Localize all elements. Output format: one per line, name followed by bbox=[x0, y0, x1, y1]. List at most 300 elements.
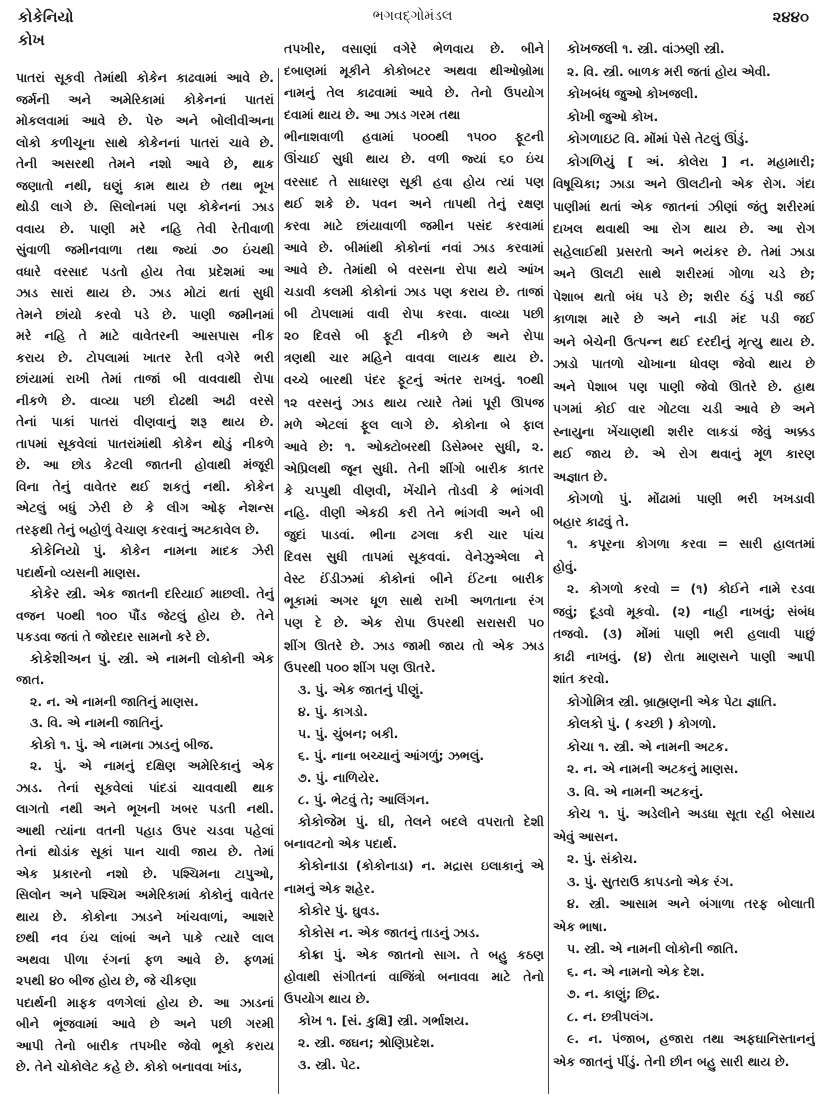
headword: કોચ bbox=[567, 806, 591, 822]
text-line bbox=[553, 398, 815, 421]
text-line bbox=[284, 546, 544, 568]
definition-text: છાંયામાં રાખી તેમાં તાજાં બી વાવવાથી રોપા bbox=[16, 371, 274, 386]
text-line bbox=[553, 263, 815, 286]
text-line bbox=[284, 966, 544, 988]
headword: કોગળિયું bbox=[567, 153, 615, 170]
entry-line bbox=[16, 583, 274, 605]
definition-text: તપખીર, વસાણાં વગેરે ભેળવાય છે. બીને bbox=[284, 41, 544, 56]
guide-word-last: કોખ bbox=[18, 31, 45, 49]
headword: કોકેર bbox=[30, 586, 60, 602]
text-line bbox=[16, 153, 274, 175]
text-line bbox=[16, 949, 274, 971]
definition-text: થાય છે. કોકોના ઝાડને ખાંચવાળાં, આશરે bbox=[16, 908, 274, 924]
definition-text: ભૂકામાં અગર ધૂળ સાથે રાખી અળતાના રંગ bbox=[284, 593, 544, 609]
text-line bbox=[16, 110, 274, 132]
definition-text: નીકળે છે. વાવ્યા પછી દોઢથી અઢી વરસે bbox=[16, 392, 274, 408]
headword: કોગોમિત્ર bbox=[567, 693, 615, 710]
text-line bbox=[284, 701, 544, 723]
text-line bbox=[16, 519, 274, 541]
definition-text: અથવા પીળા રંગનાં ફળ આવે છે. ફળમાં bbox=[16, 951, 274, 967]
text-line bbox=[284, 635, 544, 657]
definition-text: વરસાદ તે સાધારણ સૂકી હવા હોય ત્યાં પણ bbox=[284, 173, 544, 189]
text-line bbox=[284, 1054, 544, 1076]
definition-text: સુંવાળી જમીનવાળા તથા જ્યાં ૭૦ ઇંચથી bbox=[16, 242, 274, 257]
definition-text: આવે છે: ૧. ઓક્ટોબરથી ડિસેમ્બર સુધી, ૨. bbox=[284, 438, 544, 454]
definition-text: છે. તેને ચોકોલેટ કહે છે. કોકો બનાવવા ખાંડ, bbox=[16, 1059, 243, 1074]
definition-text: જુઓ કોખજલી. bbox=[609, 86, 699, 101]
definition-text: ૪. પું. કાગડો. bbox=[298, 703, 368, 719]
text-line bbox=[16, 1056, 274, 1078]
text-line bbox=[16, 691, 274, 713]
text-line bbox=[284, 325, 544, 347]
text-line bbox=[553, 1051, 815, 1074]
text-line bbox=[284, 193, 544, 215]
text-line bbox=[553, 668, 815, 691]
text-line bbox=[284, 502, 544, 524]
text-line bbox=[16, 992, 274, 1014]
text-line bbox=[16, 562, 274, 584]
entry-line bbox=[16, 648, 274, 670]
definition-text: પું. મોંઢામાં પાણી ભરી ખખડાવી bbox=[603, 491, 815, 506]
column-divider bbox=[548, 40, 549, 1094]
text-line bbox=[16, 927, 274, 949]
text-line bbox=[16, 798, 274, 820]
definition-text: ૮. ન. છત્રીપલંગ. bbox=[567, 1008, 654, 1024]
text-line bbox=[16, 669, 274, 691]
text-line bbox=[284, 259, 544, 281]
definition-text: જુદાં પાડવાં. ભીના ઢગલા કરી ચાર પાંચ bbox=[284, 527, 544, 543]
text-line bbox=[553, 938, 815, 961]
text-line bbox=[284, 303, 544, 325]
text-line bbox=[16, 175, 274, 197]
definition-text: નામનું એક શહેર. bbox=[284, 880, 375, 896]
definition-text: ૨. પું. એ નામનું દક્ષિણ અમેરિકાનું એક bbox=[30, 758, 274, 773]
definition-text: ૧. સ્ત્રી. એ નામની અટક. bbox=[594, 738, 729, 754]
text-line bbox=[553, 533, 815, 556]
text-line bbox=[16, 132, 274, 154]
text-line bbox=[284, 38, 544, 60]
text-line bbox=[16, 261, 274, 283]
headword: કોકોનાડા bbox=[298, 858, 348, 875]
definition-text: સહેલાઈથી પ્રસરતો અને ભયંકર છે. તેમાં ઝાડા bbox=[553, 243, 815, 259]
text-line bbox=[16, 1013, 274, 1035]
text-line bbox=[553, 1028, 815, 1051]
definition-text: અજ્ઞાત છે. bbox=[553, 468, 608, 484]
text-line bbox=[553, 983, 815, 1006]
text-line bbox=[284, 369, 544, 391]
text-line bbox=[284, 436, 544, 458]
text-line bbox=[553, 623, 815, 646]
text-line bbox=[553, 466, 815, 489]
definition-text: દવામાં થાય છે. આ ઝાડ ગરમ તથા bbox=[284, 107, 461, 123]
headword: કોક્રા bbox=[298, 946, 324, 963]
definition-text: વેસ્ટ ઈંડીઝમાં કોકોનાં બીને ઈંટના બારીક bbox=[284, 571, 544, 587]
text-line bbox=[553, 848, 815, 871]
text-line bbox=[553, 353, 815, 376]
definition-text: નહિ. વીણી એકઠી કરી તેને ભાંગવી અને બી bbox=[284, 504, 544, 520]
definition-text: ૧. પું. અડેલીને અડધા સૂતા રહી બેસાય bbox=[590, 806, 815, 821]
text-line bbox=[553, 871, 815, 894]
text-line bbox=[16, 347, 274, 369]
definition-text: જુઓ કોખ. bbox=[594, 108, 659, 124]
text-line bbox=[16, 497, 274, 519]
text-line bbox=[284, 458, 544, 480]
definition-text: બીને ભૂંજવામાં આવે છે અને પછી ગરમી bbox=[16, 1016, 274, 1031]
definition-text: જવું; દૂડવો મૂકવો. (૨) નાહી નાખવું; સંબંધ bbox=[553, 603, 815, 619]
text-line bbox=[16, 304, 274, 326]
headword: કોગળાઇટ bbox=[567, 131, 621, 147]
definition-text: કાળાશ મારે છે અને નાડી મંદ પડી જઈ bbox=[553, 311, 815, 326]
text-line bbox=[553, 781, 815, 804]
definition-text: ઝાડો પાતળો ચોખાના ધોવણ જેવો થાય છે bbox=[553, 356, 815, 371]
definition-text: વચ્ચે બારથી પંદર ફૂટનું અંતર રાખવું. ૧૦થી bbox=[284, 372, 544, 388]
definition-text: બી ટોપલામાં વાવી રોપા કરવા. વાવ્યા પછી bbox=[284, 306, 544, 322]
headword: કોખી bbox=[567, 108, 595, 125]
entry-line bbox=[553, 691, 815, 714]
entry-line bbox=[553, 736, 815, 759]
definition-text: મોકલવામાં આવે છે. પેરુ અને બોલીવીઅના bbox=[16, 113, 274, 128]
definition-text: એક જાતનું પીંડું. તેની છીન બહુ સારી થાય છે. bbox=[553, 1053, 790, 1069]
text-line bbox=[16, 454, 274, 476]
text-line bbox=[284, 988, 544, 1010]
definition-text: વિના તેનું વાવેતર થઈ શકતું નથી. કોકેન bbox=[16, 478, 274, 494]
text-line bbox=[553, 893, 815, 916]
guide-word-first: કોકેનિયો bbox=[18, 8, 74, 26]
definition-text: પેશાબ થતો બંધ પડે છે; શરીર ઠંડું પડી જઈ bbox=[553, 288, 815, 304]
definition-text: એટલું બધું ઝેરી છે કે લીગ ઓફ નેશન્સ bbox=[16, 500, 274, 515]
definition-text: ૭. પું. નાળિયેર. bbox=[298, 770, 380, 786]
definition-text: ૭. ન. કાણું; છિદ્ર. bbox=[567, 986, 660, 1001]
text-line bbox=[16, 841, 274, 863]
definition-text: અને બેચેની ઉત્પન્ન થઈ દરદીનું મૃત્યુ થાય છે. bbox=[553, 333, 815, 349]
headword: કોખજલી bbox=[567, 41, 618, 57]
text-line bbox=[553, 1006, 815, 1029]
text-line bbox=[284, 833, 544, 855]
definition-text: પગમાં કોઈ વાર ગોટલા ચડી આવે છે અને bbox=[553, 401, 815, 416]
entry-line bbox=[284, 900, 544, 922]
definition-text: કરવા માટે છાંયાવાળી જમીન પસંદ કરવામાં bbox=[284, 217, 544, 233]
column-1 bbox=[16, 67, 274, 1078]
text-line bbox=[16, 218, 274, 240]
definition-text: ૪. સ્ત્રી. આસામ અને બંગાળા તરફ બોલાતી bbox=[567, 896, 815, 911]
text-line bbox=[553, 758, 815, 781]
text-line bbox=[16, 282, 274, 304]
definition-text: વિ. મોંમાં પેસે તેટલું ઊંડું. bbox=[620, 131, 749, 146]
definition-text: થઈ શકે છે. પવન અને તાપથી તેનું રક્ષણ bbox=[284, 195, 544, 211]
definition-text: તેમને છાંયો કરવો પડે છે. પાણી જમીનમાં bbox=[16, 306, 274, 322]
text-line bbox=[553, 916, 815, 939]
text-line bbox=[284, 347, 544, 369]
text-line bbox=[16, 906, 274, 928]
definition-text: [ અં. કોલેરા ] ન. મહામારી; bbox=[614, 153, 815, 169]
text-line bbox=[16, 89, 274, 111]
definition-text: પકડવા જતાં તે જોરદાર સામનો કરે છે. bbox=[16, 629, 211, 644]
text-line bbox=[16, 390, 274, 412]
entry-line bbox=[284, 855, 544, 877]
text-line bbox=[284, 126, 544, 148]
definition-text: ૧. પું. એ નામના ઝાડનું બીજ. bbox=[55, 736, 214, 752]
definition-text: પદાર્થની માફક વળગેલાં હોય છે. આ ઝાડનાં bbox=[16, 994, 274, 1010]
text-line bbox=[553, 578, 815, 601]
definition-text: ૨૦ દિવસે બી ફૂટી નીકળે છે અને રોપા bbox=[284, 328, 544, 344]
definition-text: ૩. પું. સુતરાઉ કાપડનો એક રંગ. bbox=[567, 873, 734, 889]
text-line bbox=[284, 723, 544, 745]
definition-text: ૨. સ્ત્રી. જઘન; શ્રોણિપ્રદેશ. bbox=[298, 1035, 435, 1051]
definition-text: ૨. ન. એ નામની જાતિનું માણસ. bbox=[30, 693, 199, 709]
definition-text: આપી તેનો બારીક તપખીર જેવો ભૂકો કરાય bbox=[16, 1037, 274, 1053]
definition-text: જણાતો નથી, ઘણું કામ થાય છે તથા ભૂખ bbox=[16, 177, 274, 193]
text-line bbox=[284, 171, 544, 193]
text-line bbox=[16, 67, 274, 89]
definition-text: એક પ્રકારનો નશો છે. પશ્ચિમના ટાપુઓ, bbox=[16, 865, 274, 881]
definition-text: તાપમાં સૂકવેલાં પાતરાંમાંથી કોકેન થોડું નીકળે bbox=[16, 435, 274, 451]
definition-text: મરે નહિ તે માટે વાવેતરની આસપાસ નીક bbox=[16, 328, 274, 343]
text-line bbox=[284, 480, 544, 502]
text-line bbox=[16, 325, 274, 347]
definition-text: ઝાડ. તેનાં સૂકવેલાં પાંદડાં ચાવવાથી થાક bbox=[16, 779, 274, 795]
definition-text: આવે છે. તેમાંથી બે વરસના રોપા થયે આંખ bbox=[284, 261, 544, 277]
definition-text: જાત. bbox=[16, 672, 45, 687]
text-line bbox=[16, 433, 274, 455]
definition-text: એક ભાષા. bbox=[553, 918, 608, 934]
definition-text: ૧૨ વરસનું ઝાડ થાય ત્યારે તેમાં પૂરી ઊપજ bbox=[284, 394, 544, 410]
column-3 bbox=[553, 38, 815, 1073]
text-line bbox=[284, 657, 544, 679]
definition-text: ૨. વિ. સ્ત્રી. બાળક મરી જતાં હોય એવી. bbox=[567, 63, 771, 79]
column-2 bbox=[284, 38, 544, 1076]
definition-text: ૮. પું. ભેટવું તે; આલિંગન. bbox=[298, 792, 430, 808]
definition-text: તજવો. (૩) મોંમાં પાણી ભરી હલાવી પાછું bbox=[553, 626, 815, 641]
text-line bbox=[553, 376, 815, 399]
text-line bbox=[284, 148, 544, 170]
text-line bbox=[16, 777, 274, 799]
text-line bbox=[553, 961, 815, 984]
definition-text: ૩. વિ. એ નામની જાતિનું. bbox=[30, 715, 164, 730]
text-line bbox=[16, 411, 274, 433]
definition-text: ૩. પું. એક જાતનું પીણું. bbox=[298, 681, 424, 697]
entry-line bbox=[553, 151, 815, 174]
text-line bbox=[16, 820, 274, 842]
text-line bbox=[16, 476, 274, 498]
headword: કોકેશીઅન bbox=[30, 650, 92, 667]
page-number: ૨૪૪૦ bbox=[772, 8, 809, 26]
entry-line bbox=[553, 83, 815, 106]
text-line bbox=[553, 173, 815, 196]
text-line bbox=[284, 789, 544, 811]
definition-text: ૩. વિ. એ નામની અટકનું. bbox=[567, 783, 704, 799]
definition-text: ઉપયોગ થાય છે. bbox=[284, 991, 371, 1007]
headword: કોચા bbox=[567, 738, 595, 755]
definition-text: તેનાં થોડાંક સૂકાં પાન ચાવી જાય છે. તેમાં bbox=[16, 844, 274, 859]
definition-text: ૬. પું. નાના બચ્ચાનું આંગળું; ઝભલું. bbox=[298, 748, 485, 763]
headword: કોકોજેમ bbox=[298, 814, 347, 831]
definition-text: ન. એક જાતનું તાડનું ઝાડ. bbox=[334, 924, 480, 940]
text-line bbox=[284, 679, 544, 701]
definition-text: શીંગ ઊતરે છે. ઝાડ જામી જાય તો એક ઝાડ bbox=[284, 637, 544, 653]
headword: કોખબંધ bbox=[567, 86, 610, 102]
text-line bbox=[553, 196, 815, 219]
definition-text: સ્ત્રી. એક જાતની દરિયાઈ માછલી. તેનું bbox=[59, 586, 274, 601]
definition-text: ૨. પું. સંકોચ. bbox=[567, 851, 638, 866]
definition-text: સ્નાયુના ખેંચાણથી શરીર લાકડાં જેવું અક્કડ bbox=[553, 423, 815, 439]
text-line bbox=[16, 605, 274, 627]
definition-text: ૫. સ્ત્રી. એ નામની લોકોની જાતિ. bbox=[567, 941, 739, 956]
headword: કોગળો bbox=[567, 491, 604, 507]
definition-text: બનાવટનો એક પદાર્થ. bbox=[284, 836, 398, 852]
definition-text: એપ્રિલથી જૂન સુધી. તેની શીંગો બારીક કાતર bbox=[284, 460, 544, 476]
text-line bbox=[553, 331, 815, 354]
definition-text: પું. એક જાતનો સાગ. તે બહુ કઠણ bbox=[323, 946, 544, 962]
definition-text: ઊંચાઈ સુધી થાય છે. વળી જ્યાં ૬૦ ઇંચ bbox=[284, 151, 544, 167]
definition-text: ૨. ન. એ નામની અટકનું માણસ. bbox=[567, 761, 739, 776]
text-line bbox=[284, 281, 544, 303]
definition-text: પાણીમાં થતાં એક જાતનાં ઝીણાં જંતુ શરીરમાં bbox=[553, 198, 815, 214]
entry-line bbox=[553, 38, 815, 61]
definition-text: પદાર્થનો વ્યસની માણસ. bbox=[16, 564, 141, 580]
text-line bbox=[553, 308, 815, 331]
text-line bbox=[16, 196, 274, 218]
text-line bbox=[553, 61, 815, 84]
definition-text: વધારે વરસાદ પડતો હોય તેવા પ્રદેશમાં આ bbox=[16, 263, 274, 279]
headword: કોખ bbox=[298, 1013, 323, 1030]
definition-text: દિવસ સુધી તાપમાં સૂકવવાં. વેનેઝુએલા ને bbox=[284, 549, 544, 565]
text-line bbox=[284, 767, 544, 789]
text-line bbox=[553, 218, 815, 241]
text-line bbox=[16, 239, 274, 261]
entry-line bbox=[284, 944, 544, 966]
text-line bbox=[553, 556, 815, 579]
text-line bbox=[553, 826, 815, 849]
entry-line bbox=[16, 734, 274, 756]
text-line bbox=[553, 421, 815, 444]
definition-text: કાઢી નાખવું. (૪) રોતા માણસને પાણી આપી bbox=[553, 648, 815, 664]
text-line bbox=[284, 1032, 544, 1054]
text-line bbox=[284, 568, 544, 590]
definition-text: પાતરાં સૂકવી તેમાંથી કોકેન કાઢવામાં આવે છે. bbox=[16, 70, 274, 85]
text-line bbox=[284, 590, 544, 612]
text-line bbox=[16, 1035, 274, 1057]
definition-text: છથી નવ ઇંચ લાંબાં અને પાકે ત્યારે લાલ bbox=[16, 930, 274, 945]
text-line bbox=[553, 241, 815, 264]
entry-line bbox=[553, 713, 815, 736]
definition-text: પું. ( કચ્છી ) કોગળો. bbox=[603, 716, 717, 731]
definition-text: ૧. [સં. કુક્ષિ] સ્ત્રી. ગર્ભાશય. bbox=[322, 1013, 470, 1029]
definition-text: ૧. કપૂરના કોગળા કરવા = સારી હાલતમાં bbox=[567, 536, 815, 551]
definition-text: ઉપરથી ૫૦૦ શીંગ પણ ઊતરે. bbox=[284, 659, 436, 675]
text-line bbox=[284, 82, 544, 104]
definition-text: ઝાડ સારાં થાય છે. ઝાડ મોટાં થતાં સુધી bbox=[16, 285, 274, 300]
entry-line bbox=[16, 540, 274, 562]
definition-text: વજન ૫૦થી ૧૦૦ પૌંડ જેટલું હોય છે. તેને bbox=[16, 607, 274, 623]
text-line bbox=[16, 863, 274, 885]
text-line bbox=[553, 286, 815, 309]
definition-text: પણ દે છે. એક રોપા ઉપરથી સરાસરી ૫૦ bbox=[284, 615, 544, 631]
definition-text: વવાય છે. પાણી મરે નહિ તેવી રેતીવાળી bbox=[16, 220, 274, 236]
definition-text: નામનું તેલ કાઢવામાં આવે છે. તેનો ઉપયોગ bbox=[284, 85, 544, 101]
definition-text: થઈ જાય છે. એ રોગ થવાનું મૂળ કારણ bbox=[553, 446, 815, 461]
definition-text: તરફથી તેનું બહોળું વેચાણ કરવાનું અટકાવેલ છે. bbox=[16, 521, 260, 537]
definition-text: (કોકોનાડા) ન. મદ્રાસ ઇલાકાનું એ bbox=[347, 858, 544, 874]
definition-text: કે ચપ્પુથી વીણવી, ખેંચીને તોડવી કે ભાંગવી bbox=[284, 482, 544, 498]
definition-text: ૬. ન. એ નામનો એક દેશ. bbox=[567, 963, 705, 979]
definition-text: પું. ઘુવડ. bbox=[330, 902, 380, 918]
text-line bbox=[284, 237, 544, 259]
text-line bbox=[284, 524, 544, 546]
definition-text: લાગતો નથી અને ભૂખની ખબર પડતી નથી. bbox=[16, 801, 274, 816]
text-line bbox=[553, 601, 815, 624]
entry-line bbox=[284, 922, 544, 944]
definition-text: દાખલ થવાથી આ રોગ થાય છે. આ રોગ bbox=[553, 221, 815, 236]
definition-text: આવે છે. બીમાંથી કોકોનાં નવાં ઝાડ કરવામાં bbox=[284, 239, 544, 255]
definition-text: ૨. કોગળો કરવો = (૧) કોઈને નામે રડવા bbox=[567, 581, 815, 596]
headword: કોકેનિયો bbox=[30, 543, 80, 559]
text-line bbox=[16, 712, 274, 734]
text-line bbox=[284, 215, 544, 237]
text-line bbox=[284, 414, 544, 436]
definition-text: આથી ત્યાંના વતની પહાડ ઉપર ચડવા પહેલાં bbox=[16, 822, 274, 838]
definition-text: છે. આ છોડ કેટલી જાતની હોવાથી મંજૂરી bbox=[16, 457, 274, 472]
column-divider bbox=[278, 68, 279, 1094]
definition-text: સિલોન અને પશ્ચિમ અમેરિકામાં કોકોનું વાવેતર bbox=[16, 887, 274, 902]
definition-text: ૨૫થી ૪૦ બીજ હોય છે, જે ચીકણા bbox=[16, 973, 197, 988]
definition-text: દબાણમાં મૂકીને કોકોબટર અથવા થીઓબ્રોમા bbox=[284, 63, 544, 79]
definition-text: હોવાથી સંગીતનાં વાજિંત્રો બનાવવા માટે તેનો bbox=[284, 968, 544, 984]
definition-text: હોવું. bbox=[553, 558, 578, 574]
definition-text: કરાય છે. ટોપલામાં ખાતર રેતી વગેરે ભરી bbox=[16, 349, 274, 365]
headword: કોલકો bbox=[567, 716, 604, 732]
definition-text: પું. ઘી, તેલને બદલે વપરાતો દેશી bbox=[346, 814, 544, 830]
entry-line bbox=[553, 803, 815, 826]
headword: કોકો bbox=[30, 736, 56, 753]
definition-text: સ્ત્રી. બ્રાહ્મણની એક પેટા જ્ઞાતિ. bbox=[614, 693, 777, 709]
definition-text: મળે એટલાં ફૂલ લાગે છે. કોકોના બે ફાલ bbox=[284, 416, 544, 432]
text-line bbox=[284, 392, 544, 414]
definition-text: એવું આસન. bbox=[553, 828, 619, 844]
text-line bbox=[284, 878, 544, 900]
text-line bbox=[16, 755, 274, 777]
definition-text: પું. કોકેન નામના માદક ઝેરી bbox=[79, 543, 274, 558]
entry-line bbox=[553, 488, 815, 511]
text-line bbox=[16, 368, 274, 390]
definition-text: તેનાં પાકાં પાતરાં વીણવાનું શરૂ થાય છે. bbox=[16, 414, 274, 429]
running-title: ભગવદ્ગોમંડલ bbox=[372, 8, 453, 24]
headword: કોકોસ bbox=[298, 924, 335, 941]
text-line bbox=[553, 511, 815, 534]
text-line bbox=[284, 612, 544, 634]
definition-text: થોડી લાગે છે. સિલોનમાં પણ કોકેનનાં ઝાડ bbox=[16, 199, 274, 214]
definition-text: ત્રણથી ચાર મહિને વાવવા લાયક થાય છે. bbox=[284, 350, 544, 366]
entry-line bbox=[284, 1010, 544, 1032]
entry-line bbox=[553, 128, 815, 151]
entry-line bbox=[284, 811, 544, 833]
definition-text: તેની અસરથી તેમને નશો આવે છે, થાક bbox=[16, 156, 274, 171]
definition-text: વિષૂચિકા; ઝાડા અને ઊલટીનો એક રોગ. ગંદા bbox=[553, 176, 815, 191]
headword: કોકોર bbox=[298, 902, 331, 919]
definition-text: ચડાવી કલમી કોકોનાં ઝાડ પણ કરાય છે. તાજાં bbox=[284, 284, 544, 300]
definition-text: ૫. પું. ચુંબન; બકી. bbox=[298, 725, 399, 741]
definition-text: પું. સ્ત્રી. એ નામની લોકોની એક bbox=[91, 650, 274, 666]
definition-text: લોકો કળીચૂના સાથે કોકેનનાં પાતરાં ચાવે છે. bbox=[16, 134, 274, 150]
definition-text: ૯. ન. પંજાબ, હજારા તથા અફઘાનિસ્તાનનું bbox=[567, 1031, 815, 1046]
text-line bbox=[284, 60, 544, 82]
definition-text: અને પેશાબ પણ પાણી જેવો ઊતરે છે. હાથ bbox=[553, 378, 815, 394]
text-line bbox=[16, 626, 274, 648]
entry-line bbox=[553, 106, 815, 129]
definition-text: શાંત કરવો. bbox=[553, 671, 610, 686]
definition-text: બહાર કાઢવું તે. bbox=[553, 513, 630, 529]
definition-text: ભીનાશવાળી હવામાં ૫૦૦થી ૧૫૦૦ ફૂટની bbox=[284, 129, 544, 145]
text-line bbox=[553, 443, 815, 466]
